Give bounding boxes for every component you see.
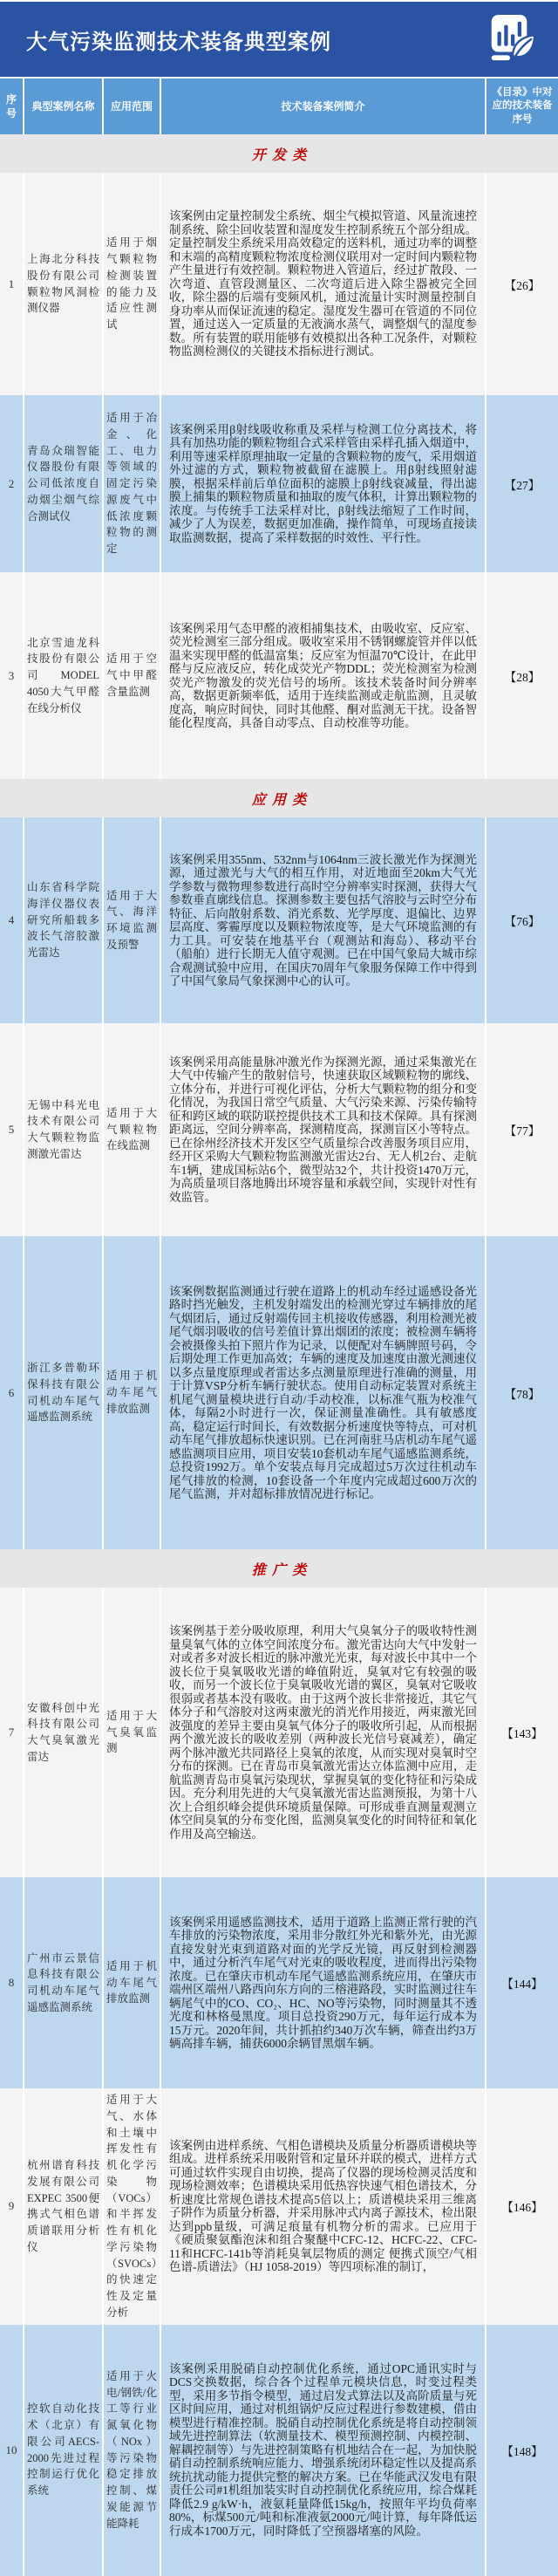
table-row	[0, 572, 558, 779]
table-row	[0, 173, 558, 395]
column-header-scope: 应用范围	[103, 79, 160, 134]
table-row	[0, 1877, 558, 2088]
catalog-ref-cell: 【26】	[486, 173, 558, 395]
case-scope-cell: 适用于火电/钢铁/化工等行业氮氧化物（NOx）等污染物稳定排放控制、煤炭能源节能降耗	[103, 2325, 160, 2576]
catalog-ref-cell: 【148】	[486, 2325, 558, 2576]
title-bar	[0, 2, 558, 77]
section-label: 推广类	[0, 1549, 558, 1588]
case-scope-cell: 适用于空气中甲醛含量监测	[103, 572, 160, 779]
case-number-cell: 4	[0, 817, 24, 1023]
case-name-cell: 控软自动化技术（北京）有限公司AECS-2000先进过程控制运行优化系统	[24, 2325, 103, 2576]
case-intro-cell: 该案例采用β射线吸收称重及采样与检测工位分离技术，将具有加热功能的颗粒物组合式采样管由采样孔插入烟道中，利用等速采样原理抽取一定量的含颗粒物的废气，采用烟道外过滤的方式，颗粒物被截留在滤膜上。用β射线照射滤膜，根据采样前后单位面积的滤膜上β射线衰减量，得出滤膜上捕集的颗粒物质量和抽取的废气体积，计算出颗粒物的浓度。与传统手工法采样对比，β射线法缩短了工作时间，减少了人为误差，数据更加准确，操作简单，可现场直接读取监测数据，提高了采样数据的时效性、平行性。	[160, 395, 486, 572]
case-intro-cell: 该案例基于差分吸收原理，利用大气臭氧分子的吸收特性测量臭氧气体的立体空间浓度分布。激光雷达向大气中发射一对或者多对波长相近的脉冲激光光束，每对波长中其中一个波长位于臭氧吸收光谱的峰值附近，臭氧对它有较强的吸收，而另一个波长位于臭氧吸收光谱的翼区，臭氧对它吸收很弱或者基本没有吸收。由于这两个波长非常接近，其它气体分子和气溶胶对这两束激光的消光作用接近，两束激光回波强度的差异主要由臭氧气体分子的吸收所引起，从而根据两个激光波长的吸收差别（两种波长光信号衰减差），确定两个脉冲激光共同路径上臭氧的浓度，从而实现对臭氧时空分布的探测。已在青岛市臭氧激光雷达立体监测中应用，走航监测青岛市臭氧污染现状，掌握臭氧的变化特征和污染成因。充分利用先进的大气臭氧激光雷达监测预报，为第十八次上合组织峰会提供环境质量保障。可形成垂直测量观测立体空间臭氧的分布变化图，监测臭氧变化的时间特征和氧化作用及高空输送。	[160, 1588, 486, 1877]
case-name-cell: 北京雪迪龙科技股份有限公司MODEL 4050大气甲醛在线分析仪	[24, 572, 103, 779]
document-page	[0, 2, 558, 2576]
catalog-ref-cell: 【144】	[486, 1877, 558, 2088]
table-row	[0, 1588, 558, 1877]
table-row	[0, 1236, 558, 1549]
case-intro-cell: 该案例数据监测通过行驶在道路上的机动车经过遥感设备光路时挡光触发，主机发射端发出的检测光穿过车辆排放的尾气烟团后，通过反射端传回主机接收传感器，利用检测光被尾气烟羽吸收的信号差值计算出烟团的浓度；被检测车辆将会被摄像头拍下照片作为记录，以便配对车辆牌照号码，令后期处理工作更加高效；车辆的速度及加速度由激光测速仪以多点量度原理或者雷达多点测量原理进行准确的测量，用于计算VSP分析车辆行驶状态。使用自动标定装置对系统主机尾气测量模块进行自动/手动校准，以标准气瓶为校准气体，每隔2小时进行一次，保证测量准确性。具有敏感度高，稳定运行时间长，有效数据分析速度快等特点，可对机动车尾气排放超标快速识别。已在河南驻马店机动车尾气遥感监测项目应用，项目安装10套机动车尾气遥感监测系统，总投资1992万。单个安装点每月完成超过5万次过往机动车尾气排放的检测，10套设备一个年度内完成超过600万次的尾气监测，并对超标排放情况进行标记。	[160, 1236, 486, 1549]
case-name-cell: 青岛众瑞智能仪器股份有限公司低浓度自动烟尘烟气综合测试仪	[24, 395, 103, 572]
case-number-cell: 7	[0, 1588, 24, 1877]
catalog-ref-cell: 【78】	[486, 1236, 558, 1549]
case-scope-cell: 适用于烟气颗粒物检测装置的能力及适应性测试	[103, 173, 160, 395]
case-intro-cell: 该案例采用遥感监测技术，适用于道路上监测正常行驶的汽车排放的污染物浓度，采用非分散红外光和紫外光，由光源直接发射光束到道路对面的光学反光镜，再反射到检测器中，通过分析汽车尾气对光束的吸收程度，进而得出污染物浓度。已在肇庆市机动车尾气遥感监测系统应用，在肇庆市端州区端州八路西向东方向的三榕港路段，实时监测过往车辆尾气中的CO、CO₂、HC、NO等污染物，同时测量其不透光度和林格曼黑度。项目总投资290万元，每年运行成本为15万元。2020年间，共计抓拍约340万次车辆，筛查出约3万辆高排车辆，捕获6000余辆冒黑烟车辆。	[160, 1877, 486, 2088]
case-scope-cell: 适用于大气颗粒物在线监测	[103, 1023, 160, 1236]
catalog-ref-cell: 【27】	[486, 395, 558, 572]
case-intro-cell: 该案例采用气态甲醛的液相捕集技术，由吸收室、反应室、荧光检测室三部分组成。吸收室采用不锈钢螺旋管并伴以低温来实现甲醛的低温富集；反应室为恒温70℃设计，在此甲醛与反应液反应，转化成荧光产物DDL；荧光检测室为检测荧光产物激发的荧光信号的场所。该技术装备时间分辨率高，数据更新频率低，适用于连续监测或走航监测，且灵敏度高，响应时间快，同时其他醛、酮对监测无干扰。设备智能化程度高，具备自动零点、自动校准等功能。	[160, 572, 486, 779]
table-row	[0, 817, 558, 1023]
column-header-name: 典型案例名称	[24, 79, 103, 134]
case-intro-cell: 该案例由定量控制发尘系统、烟尘气模拟管道、风量流速控制系统、除尘回收装置和湿度发生控制系统五个部分组成。定量控制发尘系统采用高效稳定的送料机，通过功率的调整和末端的高精度颗粒物浓度检测仪联用对一定时间内颗粒物产生量进行有效控制。颗粒物进入管道后，经过扩散段、一次弯道、直管段测量区、二次弯道后进入除尘器被完全回收，除尘器的后端有变频风机，通过流量计实时测量控制自身功率从而保证流速的稳定。湿度发生器可在管道的不同位置，通过送入一定质量的无液滴水蒸气，调整烟气的湿度参数。所有装置的联用能够有效模拟出各种工况条件，对颗粒物监测检测仪的关键技术指标进行测试。	[160, 173, 486, 395]
case-number-cell: 6	[0, 1236, 24, 1549]
column-header-num: 序号	[0, 79, 24, 134]
column-header-catalog: 《目录》中对应的技术装备序号	[486, 79, 558, 134]
section-band-application	[0, 779, 558, 817]
case-scope-cell: 适用于大气、水体和土壤中挥发性有机化学污染物（VOCs）和半挥发性有机化学污染物（SVOCs）的快速定性及定量分析	[103, 2088, 160, 2325]
case-scope-cell: 适用于大气臭氧监测	[103, 1588, 160, 1877]
case-name-cell: 安徽科创中光科技有限公司大气臭氧激光雷达	[24, 1588, 103, 1877]
case-name-cell: 无锡中科光电技术有限公司大气颗粒物监测激光雷达	[24, 1023, 103, 1236]
table-row	[0, 395, 558, 572]
table-header-row	[0, 79, 558, 134]
column-header-intro: 技术装备案例简介	[160, 79, 486, 134]
case-intro-cell: 该案例采用355nm、532nm与1064nm三波长激光作为探测光源，通过激光与大气的相互作用，对近地面至20km大气光学参数与微物理参数进行高时空分辨率实时探测，获得大气参数垂直廓线信息。探测参数主要包括气溶胶与云时空分布特征、后向散射系数、消光系数、光学厚度、退偏比、边界层高度、雾霾厚度以及颗粒物浓度等，是大气环境监测的有力工具。可安装在地基平台（观测站和海岛）、移动平台（船舶）进行长期无人值守观测。已在中国气象局大城市综合观测试验中应用，在国庆70周年气象服务保障工作中得到了中国气象局气象探测中心的认可。	[160, 817, 486, 1023]
case-number-cell: 3	[0, 572, 24, 779]
catalog-ref-cell: 【28】	[486, 572, 558, 779]
catalog-ref-cell: 【146】	[486, 2088, 558, 2325]
case-name-cell: 杭州谱育科技发展有限公司EXPEC 3500便携式气相色谱质谱联用分析仪	[24, 2088, 103, 2325]
cases-table	[0, 79, 558, 2576]
table-row	[0, 2325, 558, 2576]
case-intro-cell: 该案例采用脱硝自动控制优化系统，通过OPC通讯实时与DCS交换数据，综合各个过程单元模块信息，时变过程类型，采用多节指令模型，通过启发式算法以及高阶质量与死区时间应用，通过对机组锅炉反应过程进行参数建模，借由模型进行精准控制。脱硝自动控制优化系统是将自动控制领域先进控制算法（软测量技术、模型预测控制、内模控制、解耦控制等）与先进控制策略有机地结合在一起，为加快脱硝自动控制系统响应能力、增强系统闭环稳定性以及提高系统抗扰动能力提供完整的解决方案。已在华能武汉发电有限责任公司#1机组加装实时自动控制优化系统应用，综合煤耗降低2.9 g/kW·h，液氨耗量降低15kg/h，按照年平均负荷率80%，标煤500元/吨和标准液氨2000元/吨计算，每年降低运行成本1700万元，同时降低了空预器堵塞的风险。	[160, 2325, 486, 2576]
case-name-cell: 浙江多普勒环保科技有限公司机动车尾气遥感监测系统	[24, 1236, 103, 1549]
table-row	[0, 1023, 558, 1236]
case-name-cell: 上海北分科技股份有限公司颗粒物风洞检测仪器	[24, 173, 103, 395]
case-number-cell: 1	[0, 173, 24, 395]
case-scope-cell: 适用于机动车尾气排放监测	[103, 1877, 160, 2088]
case-scope-cell: 适用于大气、海洋环境监测及预警	[103, 817, 160, 1023]
case-scope-cell: 适用于机动车尾气排放监测	[103, 1236, 160, 1549]
case-number-cell: 8	[0, 1877, 24, 2088]
page-title: 大气污染监测技术装备典型案例	[26, 30, 331, 54]
section-label: 应用类	[0, 779, 558, 817]
case-number-cell: 9	[0, 2088, 24, 2325]
case-scope-cell: 适用于冶金、化工、电力等领域的固定污染源废气中低浓度颗粒物的测定	[103, 395, 160, 572]
case-name-cell: 山东省科学院海洋仪器仪表研究所船载多波长气溶胶激光雷达	[24, 817, 103, 1023]
case-number-cell: 2	[0, 395, 24, 572]
section-band-development	[0, 134, 558, 173]
case-number-cell: 10	[0, 2325, 24, 2576]
catalog-ref-cell: 【143】	[486, 1588, 558, 1877]
section-label: 开发类	[0, 134, 558, 173]
catalog-ref-cell: 【76】	[486, 817, 558, 1023]
case-intro-cell: 该案例采用高能量脉冲激光作为探测光源，通过采集激光在大气中传输产生的散射信号，快速获取区域颗粒物的廓线、立体分布，并进行可视化评估，分析大气颗粒物的组分和变化情况，为我国日常空气质量、大气污染来源、污染传输特征和跨区域的联防联控提供技术工具和技术保障。具有探测距离远，空间分辨率高，探测精度高，探测盲区小等特点。已在徐州经济技术开发区空气质量综合改善服务项目应用，经开区采购大气颗粒物监测激光雷达2台、无人机2台、走航车1辆，建成国标站6个，微型站32个，共计投资1470万元，为高质量项目落地腾出环境容量和承载空间，实现针对性有效监管。	[160, 1023, 486, 1236]
case-intro-cell: 该案例由进样系统、气相色谱模块及质量分析器质谱模块等组成。进样系统采用吸附管和定量环并联的模式，进样方式可通过软件实现自由切换，提高了仪器的现场检测灵活度和现场检测效率；色谱模块采用低热容快速气相色谱技术，分析速度比常规色谱技术提高5倍以上；质谱模块采用三维离子阱作为质量分析器，并采用脉冲式内离子源技术，检出限达到ppb量级，可满足痕量有机物分析的需求。已应用于《硬质聚氨酯泡沫和组合聚醚中CFC-12、HCFC-22、CFC-11和HCFC-141b等消耗臭氧层物质的测定 便携式顶空/气相色谱-质谱法》（HJ 1058-2019）等四项标准的制订，	[160, 2088, 486, 2325]
section-band-promotion	[0, 1549, 558, 1588]
table-row	[0, 2088, 558, 2325]
case-name-cell: 广州市云景信息科技有限公司机动车尾气遥感监测系统	[24, 1877, 103, 2088]
catalog-ref-cell: 【77】	[486, 1023, 558, 1236]
bar-chart-leaf-icon	[485, 13, 535, 65]
case-number-cell: 5	[0, 1023, 24, 1236]
